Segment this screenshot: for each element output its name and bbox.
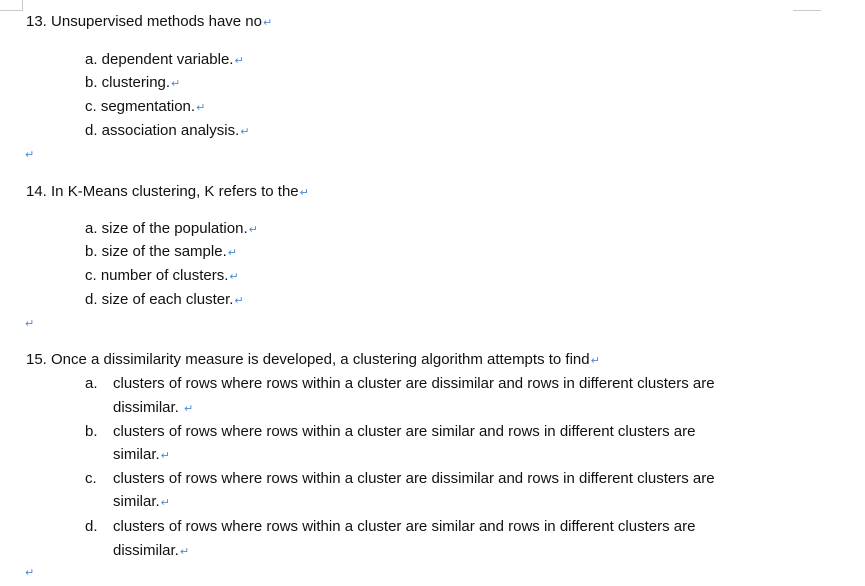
crop-mark-left [0,0,23,11]
question-14-stem: 14. In K-Means clustering, K refers to the↵ [26,183,309,200]
paragraph-mark: ↵ [25,567,35,579]
question-15-option-c-cont: similar.↵ [113,493,170,510]
question-15-option-a-cont: dissimilar. ↵ [113,399,194,416]
question-13-option-c: c. segmentation.↵ [85,98,206,115]
question-14-option-b: b. size of the sample.↵ [85,243,237,260]
question-15-option-c: c. clusters of rows where rows within a cluster are dissimilar and rows in different clusters are [85,470,715,487]
question-14-option-a: a. size of the population.↵ [85,220,258,237]
question-15-option-d-cont: dissimilar.↵ [113,542,190,559]
paragraph-mark: ↵ [25,318,35,330]
question-13-option-d: d. association analysis.↵ [85,122,250,139]
paragraph-mark: ↵ [25,149,35,161]
question-15-option-a: a. clusters of rows where rows within a cluster are dissimilar and rows in different clusters are [85,375,715,392]
question-13-stem: 13. Unsupervised methods have no↵ [26,13,273,30]
question-15-stem: 15. Once a dissimilarity measure is developed, a clustering algorithm attempts to find↵ [26,351,600,368]
question-14-option-c: c. number of clusters.↵ [85,267,239,284]
question-13-option-b: b. clustering.↵ [85,74,181,91]
question-13-option-a: a. dependent variable.↵ [85,51,244,68]
crop-mark-right [793,10,821,11]
question-14-option-d: d. size of each cluster.↵ [85,291,244,308]
question-15-option-d: d. clusters of rows where rows within a cluster are similar and rows in different clusters are [85,518,696,535]
question-15-option-b-cont: similar.↵ [113,446,170,463]
question-15-option-b: b. clusters of rows where rows within a cluster are similar and rows in different clusters are [85,423,696,440]
